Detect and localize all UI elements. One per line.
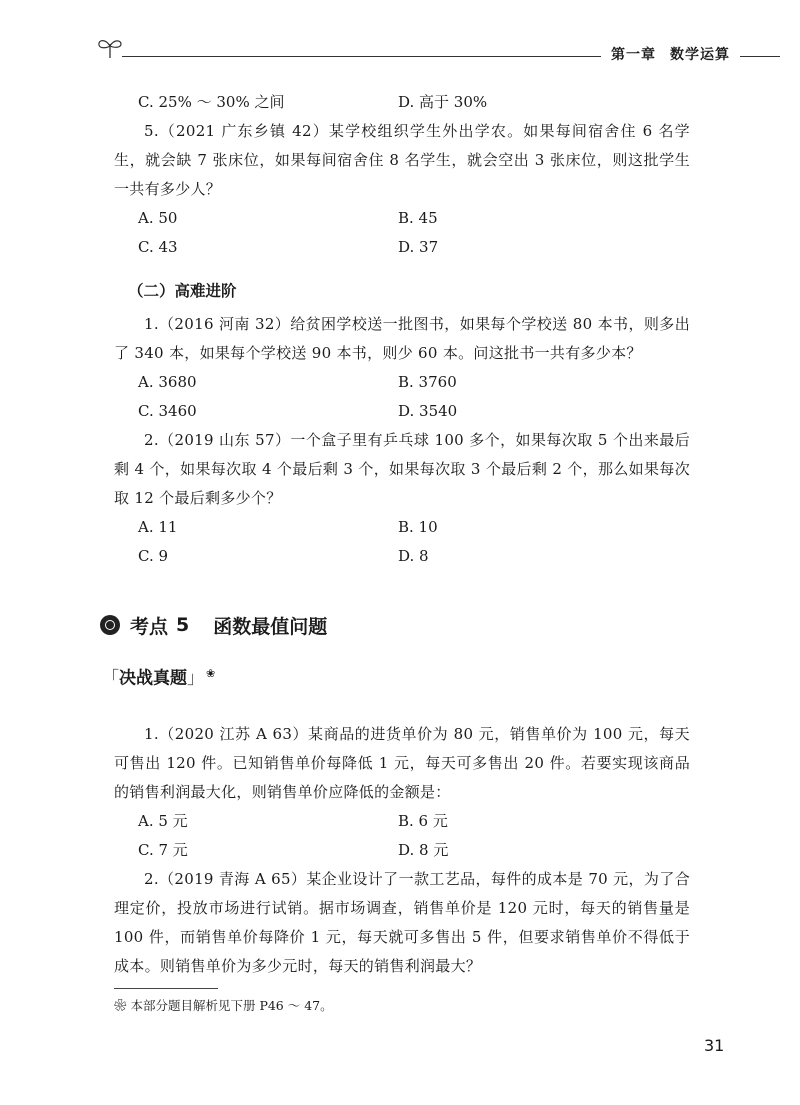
section-heading (100, 605, 690, 645)
option-a: A. 3680 (138, 373, 197, 391)
option-c: C. 43 (138, 238, 178, 256)
real-exam-heading (102, 659, 690, 694)
section-badge-icon (100, 615, 120, 635)
option-d: D. 8 (398, 547, 429, 565)
option-d: D. 3540 (398, 402, 458, 420)
chapter-number: 第一章 (611, 47, 656, 63)
option-b: B. 10 (398, 518, 438, 536)
options-row (114, 397, 690, 426)
real-exam-title: 决战真题 (119, 668, 187, 689)
option-b: B. 3760 (398, 373, 457, 391)
option-c: C. 7 元 (138, 840, 188, 859)
subsection-heading: （二）高难进阶 (128, 282, 237, 300)
option-a: A. 50 (138, 209, 178, 227)
page-content (102, 88, 690, 981)
question-adv-2: 2.（2019 山东 57）一个盒子里有乒乓球 100 多个，如果每次取 5 个出来最后剩 4 个，如果每次取 4 个最后剩 3 个，如果每次取 3 个最后剩 2 个，那么如果每次取 12 个最后剩多少个？ (114, 431, 690, 507)
question-real-1: 1.（2020 江苏 A 63）某商品的进货单价为 80 元，销售单价为 100 元，每天可售出 120 件。已知销售单价每降低 1 元，每天可多售出 20 件。若要实现该商品的销售利润最大化，则销售单价应降低的金额是： (114, 724, 690, 801)
chapter-title: 数学运算 (670, 47, 730, 63)
question-5: 5.（2021 广东乡镇 42）某学校组织学生外出学农。如果每间宿舍住 6 名学生，就会缺 7 张床位，如果每间宿舍住 8 名学生，就会空出 3 张床位，则这批学生一共有多少人？ (114, 122, 690, 198)
question-adv-1: 1.（2016 河南 32）给贫困学校送一批图书，如果每个学校送 80 本书，则多出了 340 本，如果每个学校送 90 本书，则少 60 本。问这批书一共有多少本？ (114, 315, 690, 362)
options-row (114, 836, 690, 865)
option-a: A. 5 元 (138, 811, 188, 830)
options-row (114, 513, 690, 542)
option-d: D. 8 元 (398, 840, 449, 859)
option-c: C. 3460 (138, 402, 197, 420)
question-real-2: 2.（2019 青海 A 65）某企业设计了一款工艺品，每件的成本是 70 元，为了合理定价，投放市场进行试销。据市场调查，销售单价是 120 元时，每天的销售量是 100 件，而销售单价每降价 1 元，每天就可多售出 5 件，但要求销售单价不得低于成本。则销售单价为多少元时，每天的销售利润最大？ (114, 869, 690, 975)
section-title: 函数最值问题 (213, 615, 328, 638)
sprout-icon (96, 34, 124, 62)
section-number: 5 (176, 614, 190, 636)
page-header (92, 30, 800, 70)
flower-icon: ❀ (206, 667, 216, 680)
bracket-right: 」 (187, 668, 204, 689)
options-row (114, 88, 690, 117)
footnote: ❀ 本部分题目解析见下册 P46 ～ 47。 (114, 998, 333, 1013)
option-a: A. 11 (138, 518, 178, 536)
section-label: 考点 (130, 615, 169, 638)
option-c: C. 25% ～ 30% 之间 (138, 93, 285, 111)
option-b: B. 6 元 (398, 811, 448, 830)
option-c: C. 9 (138, 547, 169, 565)
chapter-label (601, 44, 740, 64)
options-row (114, 807, 690, 836)
options-row (114, 233, 690, 262)
footnote-rule (114, 988, 218, 989)
options-row (114, 542, 690, 571)
page-number: 31 (704, 1036, 725, 1055)
options-row (114, 204, 690, 233)
bracket-left: 「 (102, 668, 119, 689)
option-b: B. 45 (398, 209, 438, 227)
option-d: D. 高于 30% (398, 93, 488, 111)
option-d: D. 37 (398, 238, 439, 256)
options-row (114, 368, 690, 397)
